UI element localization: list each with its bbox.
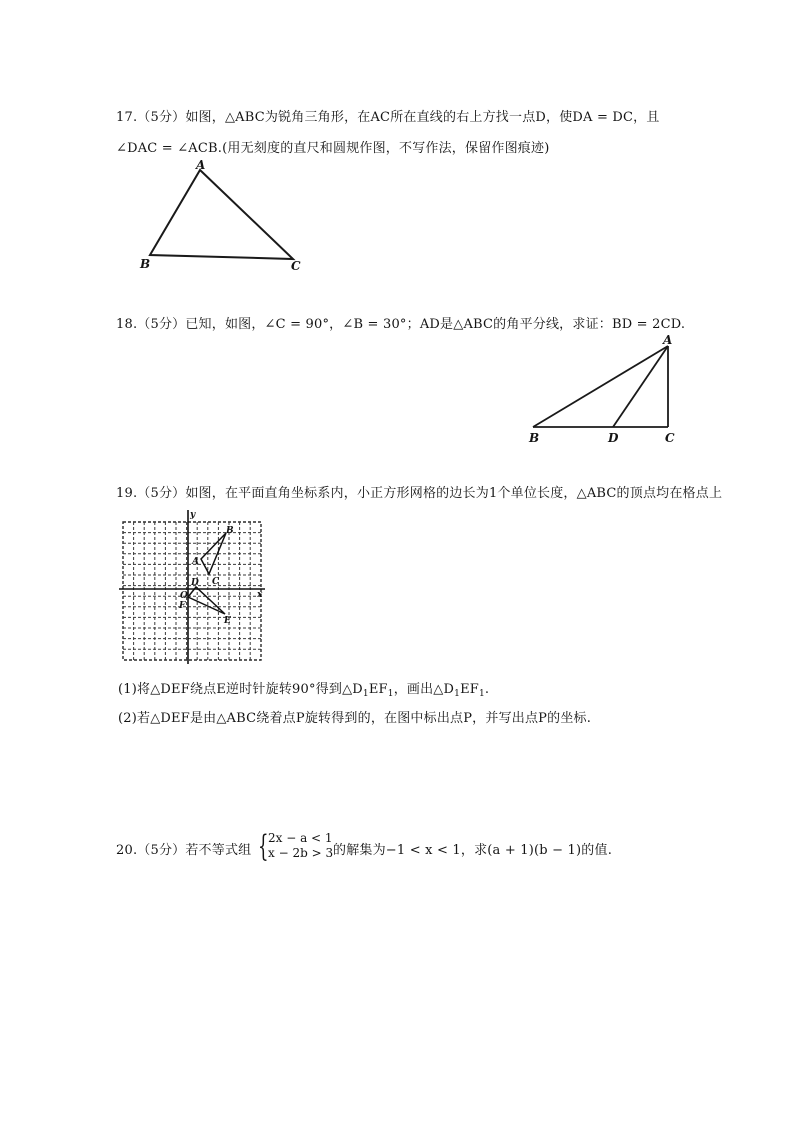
label-b: B: [529, 431, 540, 445]
label-b: B: [226, 526, 234, 536]
q19-part-1: [118, 678, 489, 699]
q19-line-1: 19.（5分）如图，在平面直角坐标系内，小正方形网格的边长为1个单位长度，△ABC的顶点均在格点上: [116, 486, 723, 501]
label-a: A: [663, 333, 673, 347]
label-c: C: [212, 577, 220, 587]
label-y: y: [190, 510, 196, 520]
label-b: B: [140, 257, 151, 271]
q17-triangle-figure: [130, 155, 320, 275]
q20-inequality-1: 2x − a < 1: [268, 831, 333, 845]
label-a: A: [192, 557, 199, 567]
label-o: O: [180, 591, 188, 601]
segment-ab: [533, 346, 668, 427]
q18-triangle-figure: [520, 330, 695, 450]
label-d: D: [608, 431, 619, 445]
label-a: A: [196, 158, 206, 172]
triangle-abc: [150, 170, 293, 259]
q17-line-1: 17.（5分）如图，△ABC为锐角三角形，在AC所在直线的右上方找一点D，使DA = DC，且: [116, 110, 660, 125]
q20-suffix: 的解集为−1 < x < 1，求(a + 1)(b − 1)的值.: [333, 843, 613, 858]
subscript-1: 1: [387, 689, 394, 699]
label-d: D: [191, 578, 199, 588]
q17-line-2: ∠DAC = ∠ACB.(用无刻度的直尺和圆规作图，不写作法，保留作图痕迹): [116, 141, 550, 156]
q19-part-1-ef: EF: [368, 682, 388, 697]
q20-prefix: 20.（5分）若不等式组: [116, 843, 252, 858]
q19-part-2: (2)若△DEF是由△ABC绕着点P旋转得到的，在图中标出点P，并写出点P的坐标.: [118, 711, 592, 726]
q19-coordinate-grid: [115, 508, 270, 663]
label-e: E: [224, 616, 231, 626]
q18-line-1: 18.（5分）已知，如图，∠C = 90°，∠B = 30°；AD是△ABC的角平分线，求证：BD = 2CD.: [116, 317, 686, 332]
triangle-def: [188, 587, 225, 614]
subscript-1: 1: [454, 689, 461, 699]
q19-part-1-prefix: (1)将△DEF绕点E逆时针旋转90°得到△D: [118, 682, 363, 697]
label-f: F: [179, 601, 186, 611]
q20-brace: {: [258, 829, 269, 864]
label-c: C: [665, 431, 675, 445]
q20-inequality-2: x − 2b > 3: [268, 846, 334, 860]
label-c: C: [291, 259, 301, 273]
q19-part-1-ef-2: EF: [460, 682, 479, 697]
label-x: x: [257, 590, 263, 600]
q19-part-1-end: .: [484, 682, 490, 697]
subscript-1: 1: [362, 689, 369, 699]
subscript-1: 1: [478, 689, 485, 699]
q19-part-1-draw: ，画出△D: [393, 682, 455, 697]
segment-ad: [613, 346, 668, 427]
